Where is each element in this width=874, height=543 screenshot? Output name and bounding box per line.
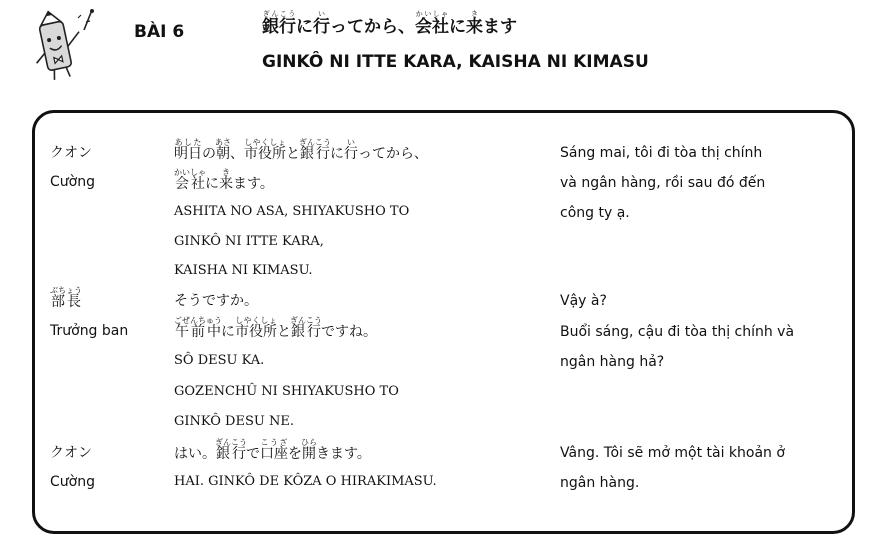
dialog-line-japanese: はい。銀行ぎんこうで口座こうざを開ひらきます。 [174, 438, 371, 462]
dialog-line-romaji: KAISHA NI KIMASU. [174, 263, 313, 278]
speaker-name-vietnamese: Cường [50, 174, 95, 190]
dialog-line-translation: Buổi sáng, cậu đi tòa thị chính và [560, 324, 795, 340]
dialog-line-translation: Vâng. Tôi sẽ mở một tài khoản ở [560, 445, 785, 461]
dialog-line-romaji: GINKÔ NI ITTE KARA, [174, 234, 324, 249]
dialog-line-japanese: 明日あしたの朝あさ、市役所しやくしょと銀行ぎんこうに行いってから、 [174, 138, 428, 162]
lesson-number: BÀI 6 [134, 22, 185, 42]
speaker-name-vietnamese: Trưởng ban [50, 323, 129, 339]
dialog-line-romaji: SÔ DESU KA. [174, 353, 265, 368]
speaker-name-vietnamese: Cường [50, 474, 95, 490]
pencil-mascot-icon [26, 8, 100, 84]
dialog-line-japanese: そうですか。 [174, 293, 258, 309]
dialog-line-japanese: 会社かいしゃに来きます。 [174, 168, 274, 192]
dialog-line-romaji: ASHITA NO ASA, SHIYAKUSHO TO [174, 204, 410, 219]
lesson-title-romaji: GINKÔ NI ITTE KARA, KAISHA NI KIMASU [262, 52, 649, 72]
speaker-name-japanese: クオン [50, 145, 92, 161]
dialog-frame [32, 110, 855, 534]
dialog-line-romaji: GINKÔ DESU NE. [174, 414, 294, 429]
dialog-line-translation: Vậy à? [560, 293, 607, 309]
speaker-name-japanese: クオン [50, 445, 92, 461]
dialog-line-translation: ngân hàng. [560, 475, 640, 491]
dialog-line-translation: Sáng mai, tôi đi tòa thị chính [560, 145, 763, 161]
dialog-line-translation: ngân hàng hả? [560, 354, 665, 370]
dialog-line-japanese: 午前中ごぜんちゅうに市役所しやくしょと銀行ぎんこうですね。 [174, 316, 377, 340]
dialog-line-translation: công ty ạ. [560, 205, 630, 221]
speaker-name-japanese: 部長ぶちょう [50, 286, 82, 310]
dialog-line-translation: và ngân hàng, rồi sau đó đến [560, 175, 766, 191]
lesson-title-japanese: 銀行ぎんこうに行いってから、会社かいしゃに来きます [262, 10, 517, 37]
dialog-line-romaji: HAI. GINKÔ DE KÔZA O HIRAKIMASU. [174, 474, 437, 489]
dialog-line-romaji: GOZENCHÛ NI SHIYAKUSHO TO [174, 384, 399, 399]
